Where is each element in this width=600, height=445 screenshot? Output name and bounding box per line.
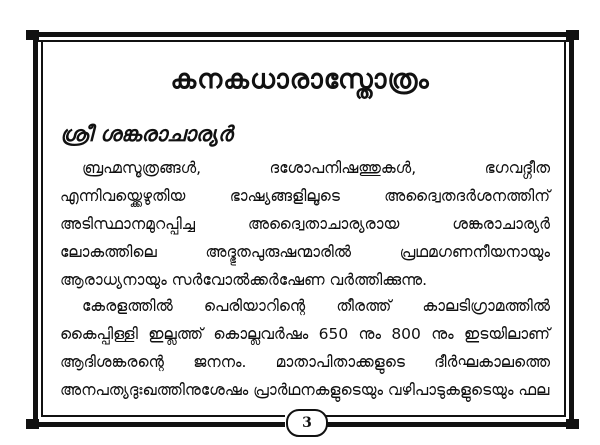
page-title: കനകധാരാസ്തോത്രം <box>170 64 430 95</box>
border-bottom-thick <box>33 422 285 427</box>
border-top-thin <box>33 40 574 42</box>
corner-ornament <box>566 419 579 429</box>
border-right-thick <box>569 32 574 424</box>
border-right-thin <box>564 40 566 417</box>
border-bottom-thin <box>41 415 285 417</box>
paragraph: കേരളത്തിൽ പെരിയാറിന്റെ തീരത്ത് കാലടിഗ്രാമത്തിൽ കൈപ്പിള്ളി ഇല്ലത്ത് കൊല്ലവർഷം 650 നും 800 നും ഇടയിലാണ് ആദിശങ്കരന്റെ ജനനം. മാതാപിതാക്കളുടെ ദീർഘകാലത്തെ അനപത്യദുഃഖത്തിനുശേഷം പ്രാർഥനകളുടെയും വഴിപാടുകളുടെയും ഫല <box>60 297 550 399</box>
author-heading: ശ്രീ ശങ്കരാചാര്യർ <box>60 122 233 146</box>
border-left-thick <box>33 32 38 424</box>
page-number: 3 <box>286 409 328 437</box>
border-left-thin <box>41 40 43 417</box>
border-bottom-thick <box>324 422 574 427</box>
corner-ornament <box>26 419 39 429</box>
border-top-thick <box>33 32 574 37</box>
paragraph: ബ്രഹ്മസൂത്രങ്ങൾ, ദശോപനിഷത്തുകൾ, ഭഗവദ്ഗീത എന്നിവയ്ക്കെഴുതിയ ഭാഷ്യങ്ങളിലൂടെ അദ്വൈതദർശനത്തിന് അടിസ്ഥാനമുറപ്പിച്ച അദ്വൈതാചാര്യരായ ശങ്കരാചാര്യർ ലോകത്തിലെ അദ്ഭുതപുരുഷന്മാരിൽ പ്രഥമഗണനീയനായും ആരാധ്യനായും സർവോൽക്കർഷേണ വർത്തിക്കുന്നു. <box>60 159 550 289</box>
border-bottom-thin <box>324 415 566 417</box>
